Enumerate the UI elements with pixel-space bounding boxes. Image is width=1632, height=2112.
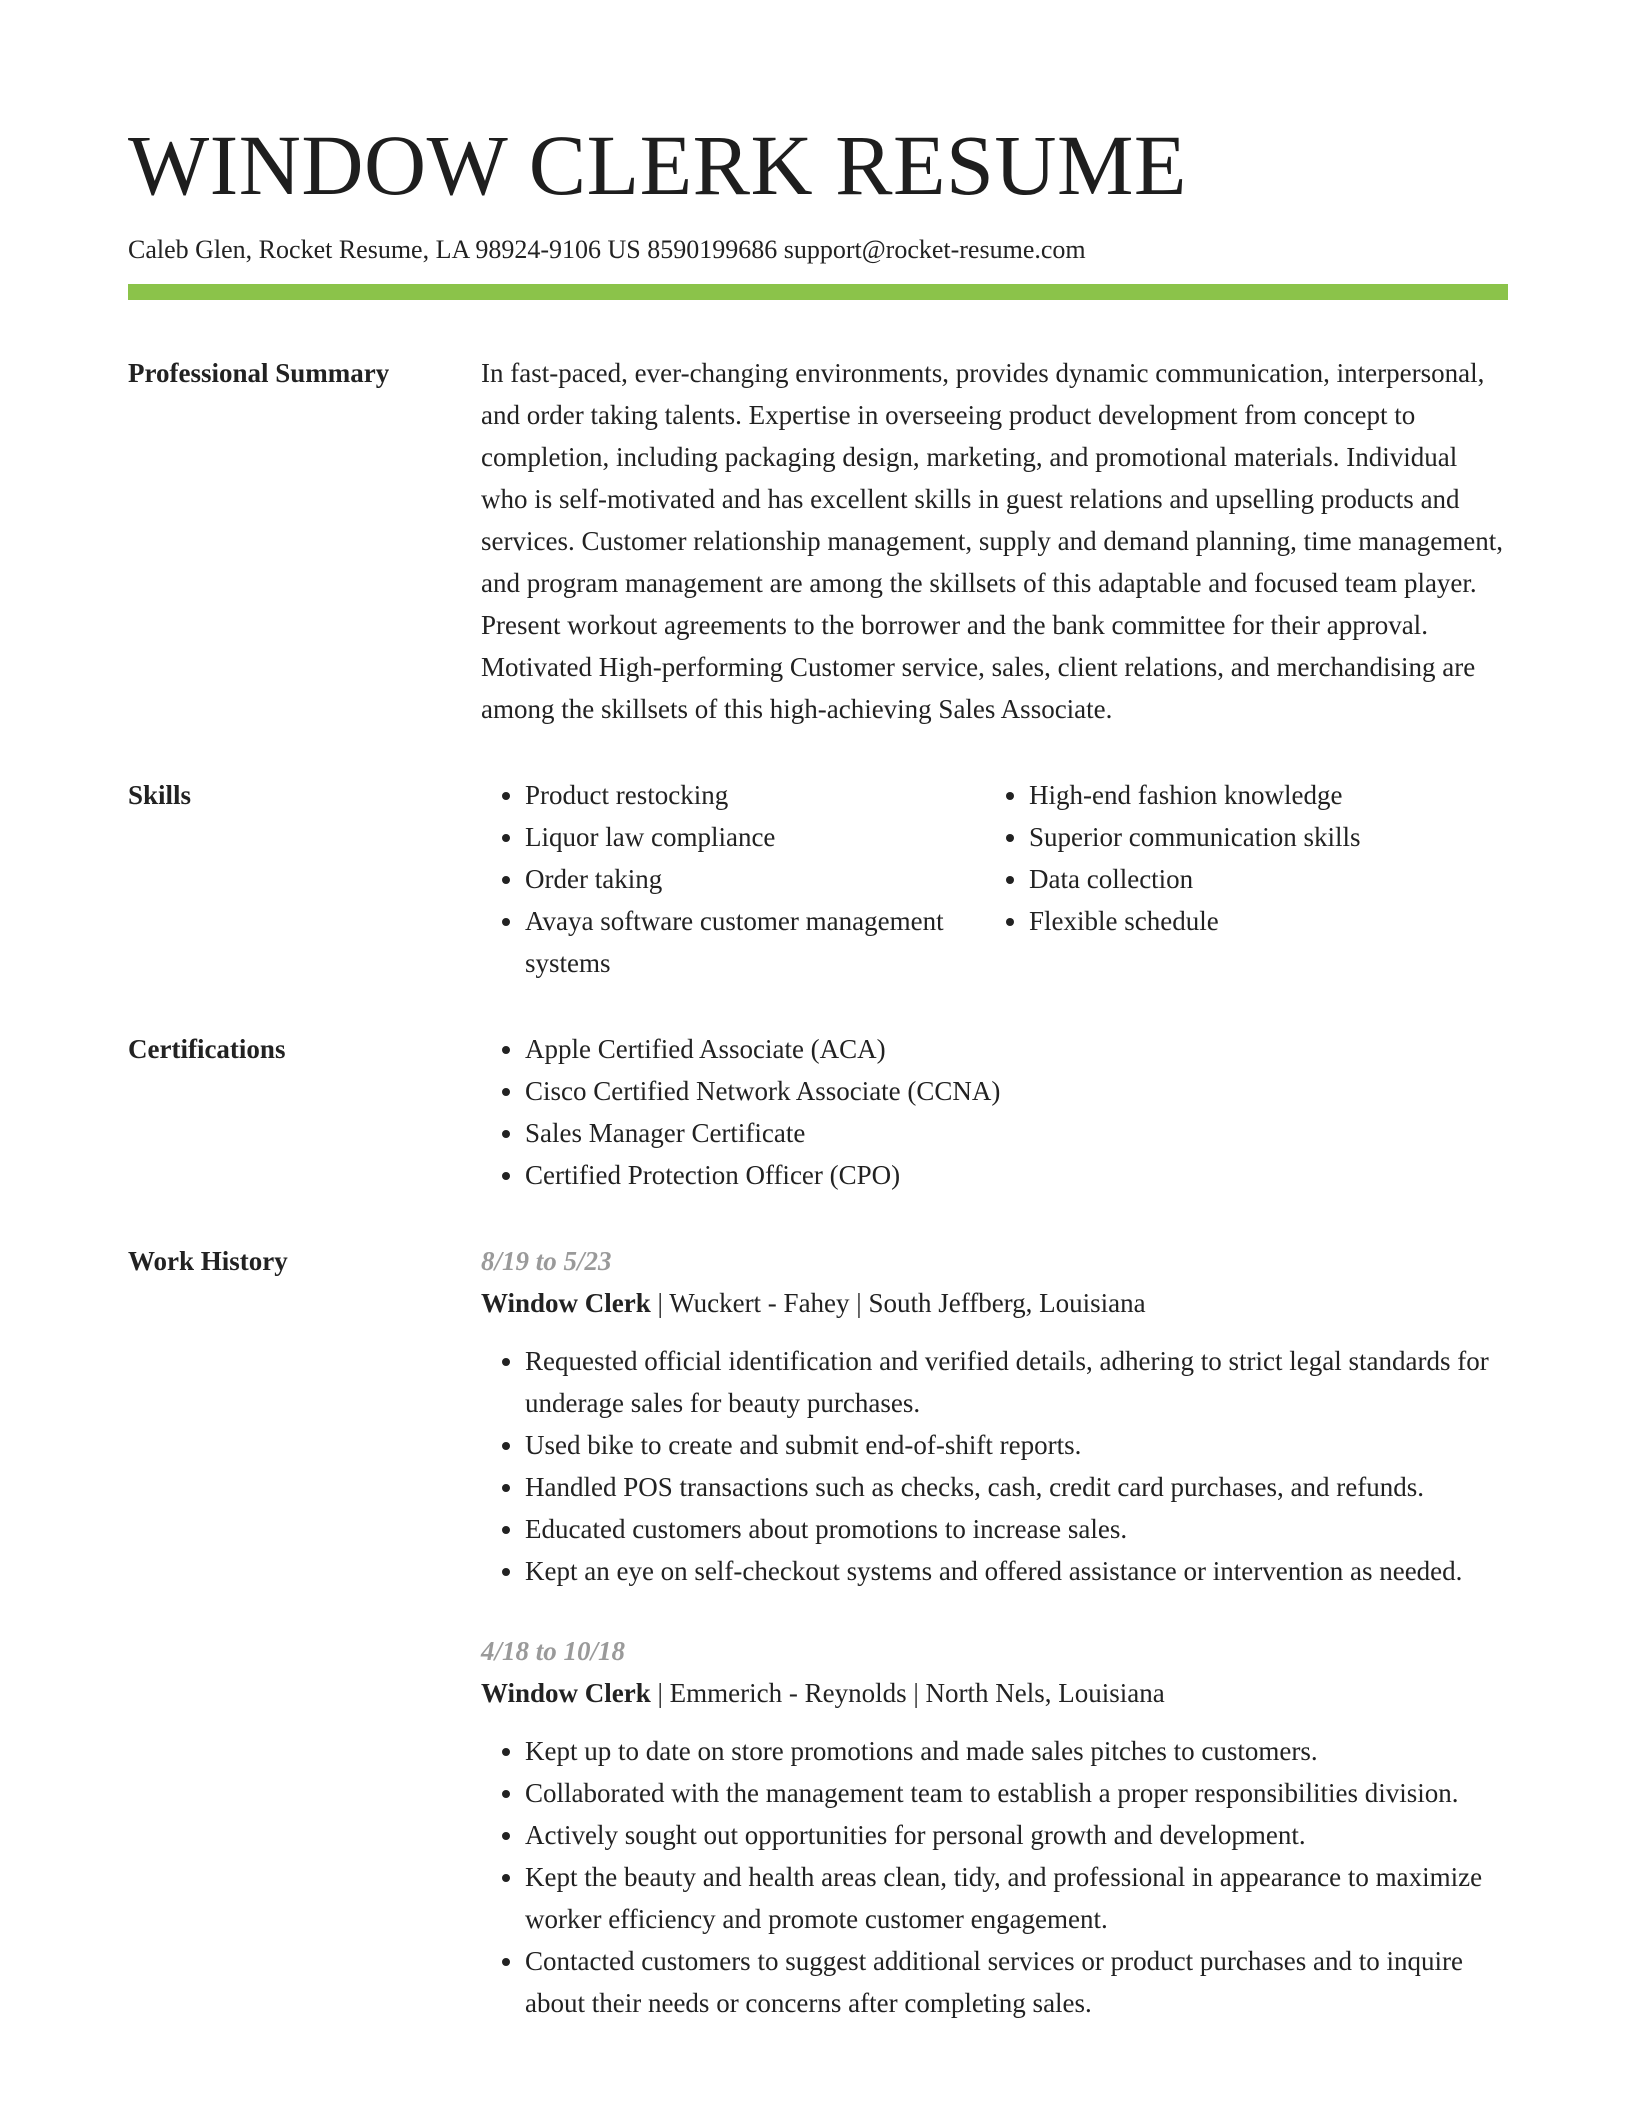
certifications-list	[481, 1028, 1508, 1196]
job-bullet: • Educated customers about promotions to increase sales.	[525, 1508, 1508, 1550]
skill-item: • Flexible schedule	[1029, 900, 1508, 942]
skill-item: • Superior communication skills	[1029, 816, 1508, 858]
skill-item: • Liquor law compliance	[525, 816, 985, 858]
skills-list-right	[985, 774, 1508, 984]
skills-section	[128, 774, 1508, 984]
job-bullet: • Contacted customers to suggest additional services or product purchases and to inquire about their needs or concerns after completing sales.	[525, 1940, 1508, 2024]
job-bullet: • Kept an eye on self-checkout systems and offered assistance or intervention as needed.	[525, 1550, 1508, 1592]
section-label: Work History	[128, 1246, 288, 1277]
job-bullets	[481, 1340, 1508, 1592]
skill-item: • Data collection	[1029, 858, 1508, 900]
resume-page	[128, 118, 1508, 2062]
accent-divider	[128, 284, 1508, 300]
summary-section	[128, 352, 1508, 730]
job-bullet: • Kept up to date on store promotions and made sales pitches to customers.	[525, 1730, 1508, 1772]
job-bullet: • Handled POS transactions such as checks, cash, credit card purchases, and refunds.	[525, 1466, 1508, 1508]
job-entry	[481, 1630, 1508, 2024]
skill-item: • High-end fashion knowledge	[1029, 774, 1508, 816]
job-title-line	[481, 1282, 1508, 1324]
job-bullet: • Kept the beauty and health areas clean, tidy, and professional in appearance to maximize worker efficiency and promote customer engagement.	[525, 1856, 1508, 1940]
section-label: Skills	[128, 780, 192, 811]
section-label: Professional Summary	[128, 358, 390, 389]
job-details: | Emmerich - Reynolds | North Nels, Louisiana	[650, 1678, 1165, 1709]
resume-title: WINDOW CLERK RESUME	[128, 117, 1187, 213]
certification-item: • Cisco Certified Network Associate (CCNA)	[525, 1070, 1508, 1112]
job-title-line	[481, 1672, 1508, 1714]
job-bullet: • Used bike to create and submit end-of-shift reports.	[525, 1424, 1508, 1466]
job-title: Window Clerk	[481, 1678, 651, 1709]
skill-item: • Avaya software customer management systems	[525, 900, 985, 984]
work-history-section	[128, 1240, 1508, 2062]
skill-item: • Order taking	[525, 858, 985, 900]
job-entry	[481, 1240, 1508, 1592]
job-dates: 8/19 to 5/23	[481, 1246, 612, 1277]
certification-item: • Apple Certified Associate (ACA)	[525, 1028, 1508, 1070]
certifications-section	[128, 1028, 1508, 1196]
certification-item: • Certified Protection Officer (CPO)	[525, 1154, 1508, 1196]
job-dates: 4/18 to 10/18	[481, 1636, 626, 1667]
job-bullet: • Actively sought out opportunities for personal growth and development.	[525, 1814, 1508, 1856]
job-details: | Wuckert - Fahey | South Jeffberg, Louisiana	[650, 1288, 1146, 1319]
summary-text: In fast-paced, ever-changing environments, provides dynamic communication, interpersonal, and order taking talents. Expertise in overseeing product development from concept to completion, including packaging design, marketing, and promotional materials. Individual who is self-motivated and has excellent skills in guest relations and upselling products and services. Customer relationship management, supply and demand planning, time management, and program management are among the skillsets of this adaptable and focused team player. Present workout agreements to the borrower and the bank committee for their approval. Motivated High-performing Customer service, sales, client relations, and merchandising are among the skillsets of this high-achieving Sales Associate.	[481, 358, 1503, 725]
job-bullet: • Collaborated with the management team to establish a proper responsibilities division.	[525, 1772, 1508, 1814]
job-bullets	[481, 1730, 1508, 2024]
contact-line: Caleb Glen, Rocket Resume, LA 98924-9106 US 8590199686 support@rocket-resume.com	[128, 234, 1086, 264]
skill-item: • Product restocking	[525, 774, 985, 816]
certification-item: • Sales Manager Certificate	[525, 1112, 1508, 1154]
job-title: Window Clerk	[481, 1288, 651, 1319]
section-label: Certifications	[128, 1034, 286, 1065]
job-bullet: • Requested official identification and verified details, adhering to strict legal standards for underage sales for beauty purchases.	[525, 1340, 1508, 1424]
skills-list-left	[481, 774, 985, 984]
